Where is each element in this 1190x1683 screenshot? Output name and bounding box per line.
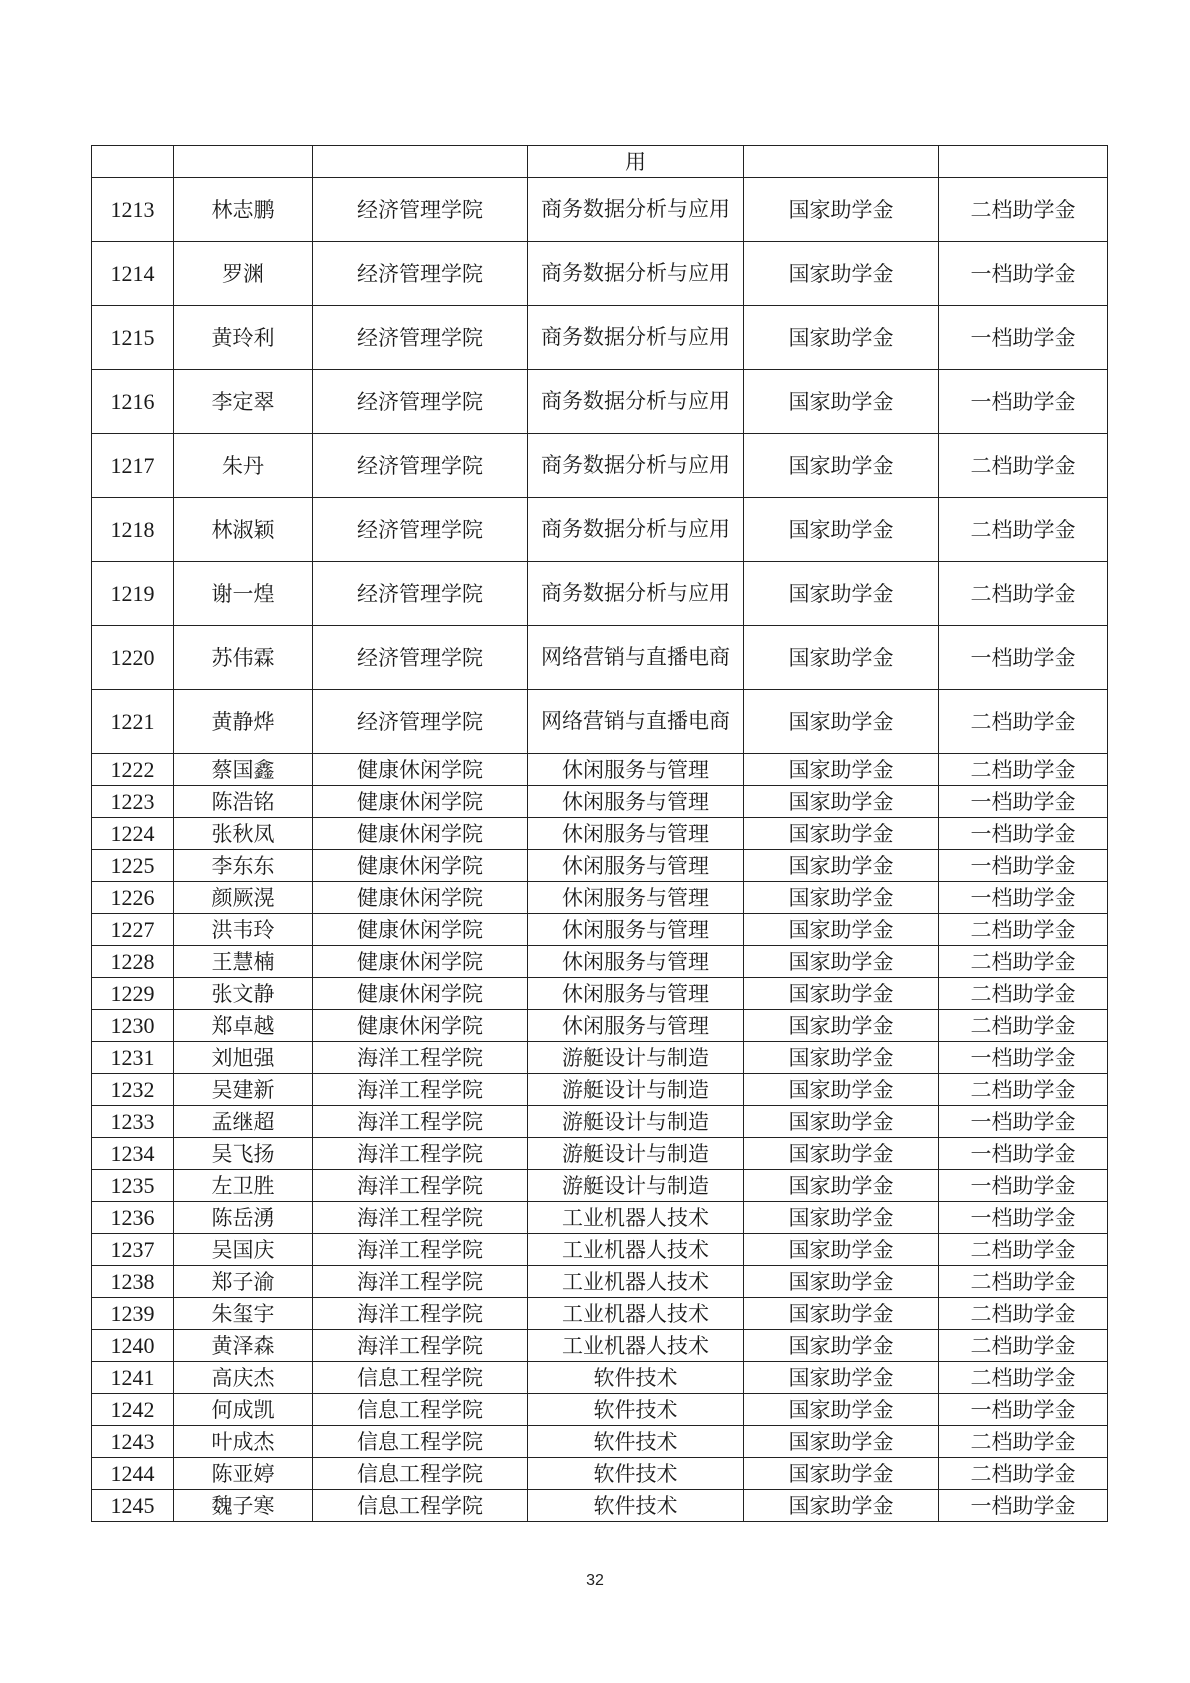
cell-major: 游艇设计与制造: [528, 1042, 744, 1074]
table-row-continuation: [92, 146, 1108, 178]
cell-no: 1220: [92, 626, 174, 690]
cell-no: 1227: [92, 914, 174, 946]
table-body: [92, 146, 1108, 1522]
cell-name: 魏子寒: [174, 1490, 313, 1522]
cell-name: 黄静烨: [174, 690, 313, 754]
cell-college: 信息工程学院: [313, 1362, 528, 1394]
cell-college: 健康休闲学院: [313, 754, 528, 786]
cell-no: 1235: [92, 1170, 174, 1202]
table-row: [92, 946, 1108, 978]
cell-level: 一档助学金: [939, 850, 1108, 882]
table-row: [92, 1074, 1108, 1106]
table-row: [92, 690, 1108, 754]
table-row: [92, 1266, 1108, 1298]
cell-major: 软件技术: [528, 1490, 744, 1522]
cell-no: 1240: [92, 1330, 174, 1362]
cell-aid-type: 国家助学金: [744, 786, 939, 818]
cell-no: 1230: [92, 1010, 174, 1042]
cell-major: 游艇设计与制造: [528, 1106, 744, 1138]
cell-name: 张秋凤: [174, 818, 313, 850]
cell-major: 游艇设计与制造: [528, 1074, 744, 1106]
cell-major: 休闲服务与管理: [528, 850, 744, 882]
cell-college: [313, 146, 528, 178]
cell-no: 1224: [92, 818, 174, 850]
cell-level: [939, 146, 1108, 178]
cell-aid-type: 国家助学金: [744, 178, 939, 242]
cell-name: 吴国庆: [174, 1234, 313, 1266]
cell-level: 二档助学金: [939, 1266, 1108, 1298]
cell-no: 1241: [92, 1362, 174, 1394]
table-row: [92, 1170, 1108, 1202]
cell-major: 休闲服务与管理: [528, 786, 744, 818]
cell-major: 商务数据分析与应用: [528, 306, 744, 370]
cell-aid-type: 国家助学金: [744, 978, 939, 1010]
table-row: [92, 1394, 1108, 1426]
cell-no: 1237: [92, 1234, 174, 1266]
cell-level: 二档助学金: [939, 914, 1108, 946]
cell-name: 何成凯: [174, 1394, 313, 1426]
cell-major: 游艇设计与制造: [528, 1138, 744, 1170]
cell-level: 二档助学金: [939, 690, 1108, 754]
cell-level: 二档助学金: [939, 1458, 1108, 1490]
cell-aid-type: 国家助学金: [744, 562, 939, 626]
cell-level: 一档助学金: [939, 1202, 1108, 1234]
cell-name: 刘旭强: [174, 1042, 313, 1074]
cell-aid-type: 国家助学金: [744, 914, 939, 946]
cell-college: 海洋工程学院: [313, 1170, 528, 1202]
cell-level: 二档助学金: [939, 1426, 1108, 1458]
cell-aid-type: 国家助学金: [744, 1266, 939, 1298]
table-row: [92, 914, 1108, 946]
table-row: [92, 434, 1108, 498]
cell-name: 李东东: [174, 850, 313, 882]
table-row: [92, 882, 1108, 914]
cell-aid-type: 国家助学金: [744, 1234, 939, 1266]
cell-no: 1245: [92, 1490, 174, 1522]
cell-no: 1238: [92, 1266, 174, 1298]
cell-aid-type: 国家助学金: [744, 498, 939, 562]
cell-no: 1213: [92, 178, 174, 242]
cell-name: 陈浩铭: [174, 786, 313, 818]
table-row: [92, 1458, 1108, 1490]
cell-level: 一档助学金: [939, 626, 1108, 690]
table-row: [92, 1202, 1108, 1234]
cell-name: 朱玺宇: [174, 1298, 313, 1330]
cell-major: 游艇设计与制造: [528, 1170, 744, 1202]
cell-major: 休闲服务与管理: [528, 818, 744, 850]
table-row: [92, 242, 1108, 306]
cell-no: 1221: [92, 690, 174, 754]
cell-major: 软件技术: [528, 1458, 744, 1490]
cell-major: 软件技术: [528, 1394, 744, 1426]
cell-level: 二档助学金: [939, 498, 1108, 562]
table-row: [92, 850, 1108, 882]
cell-major: 休闲服务与管理: [528, 1010, 744, 1042]
table-row: [92, 1330, 1108, 1362]
cell-aid-type: 国家助学金: [744, 1138, 939, 1170]
cell-major: 商务数据分析与应用: [528, 242, 744, 306]
cell-name: 郑卓越: [174, 1010, 313, 1042]
cell-major: 软件技术: [528, 1362, 744, 1394]
table-row: [92, 1042, 1108, 1074]
cell-major: 休闲服务与管理: [528, 978, 744, 1010]
cell-college: 健康休闲学院: [313, 978, 528, 1010]
cell-aid-type: 国家助学金: [744, 754, 939, 786]
cell-major: 工业机器人技术: [528, 1234, 744, 1266]
cell-major: 工业机器人技术: [528, 1330, 744, 1362]
cell-name: 陈岳湧: [174, 1202, 313, 1234]
cell-college: 健康休闲学院: [313, 914, 528, 946]
cell-college: 信息工程学院: [313, 1394, 528, 1426]
cell-major: 休闲服务与管理: [528, 946, 744, 978]
cell-aid-type: [744, 146, 939, 178]
cell-aid-type: 国家助学金: [744, 1394, 939, 1426]
cell-level: 一档助学金: [939, 818, 1108, 850]
table-row: [92, 562, 1108, 626]
cell-aid-type: 国家助学金: [744, 946, 939, 978]
cell-no: [92, 146, 174, 178]
cell-aid-type: 国家助学金: [744, 434, 939, 498]
cell-level: 一档助学金: [939, 242, 1108, 306]
cell-aid-type: 国家助学金: [744, 242, 939, 306]
scholarship-table: [91, 145, 1108, 1522]
cell-college: 经济管理学院: [313, 242, 528, 306]
table-row: [92, 178, 1108, 242]
cell-college: 健康休闲学院: [313, 1010, 528, 1042]
cell-level: 一档助学金: [939, 882, 1108, 914]
cell-no: 1232: [92, 1074, 174, 1106]
cell-college: 海洋工程学院: [313, 1138, 528, 1170]
cell-name: 苏伟霖: [174, 626, 313, 690]
cell-college: 健康休闲学院: [313, 882, 528, 914]
cell-level: 一档助学金: [939, 1490, 1108, 1522]
cell-college: 信息工程学院: [313, 1490, 528, 1522]
cell-name: 谢一煌: [174, 562, 313, 626]
cell-college: 经济管理学院: [313, 178, 528, 242]
cell-name: 陈亚婷: [174, 1458, 313, 1490]
cell-major: 商务数据分析与应用: [528, 498, 744, 562]
cell-college: 海洋工程学院: [313, 1266, 528, 1298]
table-row: [92, 818, 1108, 850]
cell-no: 1214: [92, 242, 174, 306]
cell-no: 1234: [92, 1138, 174, 1170]
cell-aid-type: 国家助学金: [744, 1330, 939, 1362]
cell-level: 二档助学金: [939, 1330, 1108, 1362]
cell-name: 高庆杰: [174, 1362, 313, 1394]
cell-name: 吴飞扬: [174, 1138, 313, 1170]
cell-level: 二档助学金: [939, 562, 1108, 626]
cell-major: 工业机器人技术: [528, 1202, 744, 1234]
cell-major: 商务数据分析与应用: [528, 434, 744, 498]
cell-no: 1244: [92, 1458, 174, 1490]
cell-level: 一档助学金: [939, 1138, 1108, 1170]
cell-major: 网络营销与直播电商: [528, 690, 744, 754]
cell-aid-type: 国家助学金: [744, 850, 939, 882]
cell-college: 经济管理学院: [313, 434, 528, 498]
cell-name: 叶成杰: [174, 1426, 313, 1458]
cell-aid-type: 国家助学金: [744, 306, 939, 370]
cell-level: 二档助学金: [939, 1362, 1108, 1394]
cell-no: 1226: [92, 882, 174, 914]
cell-level: 一档助学金: [939, 306, 1108, 370]
cell-college: 海洋工程学院: [313, 1234, 528, 1266]
cell-college: 健康休闲学院: [313, 786, 528, 818]
cell-major: 商务数据分析与应用: [528, 370, 744, 434]
cell-no: 1223: [92, 786, 174, 818]
table-row: [92, 1298, 1108, 1330]
page-number: 32: [586, 1572, 604, 1589]
cell-major: 商务数据分析与应用: [528, 178, 744, 242]
cell-no: 1215: [92, 306, 174, 370]
table-row: [92, 1234, 1108, 1266]
cell-aid-type: 国家助学金: [744, 1042, 939, 1074]
table-row: [92, 1010, 1108, 1042]
cell-college: 经济管理学院: [313, 370, 528, 434]
cell-aid-type: 国家助学金: [744, 1362, 939, 1394]
cell-level: 二档助学金: [939, 946, 1108, 978]
cell-no: 1219: [92, 562, 174, 626]
cell-name: 洪韦玲: [174, 914, 313, 946]
cell-aid-type: 国家助学金: [744, 1074, 939, 1106]
cell-aid-type: 国家助学金: [744, 818, 939, 850]
cell-major: 休闲服务与管理: [528, 754, 744, 786]
table-row: [92, 786, 1108, 818]
table-row: [92, 370, 1108, 434]
cell-name: 黄玲利: [174, 306, 313, 370]
cell-no: 1216: [92, 370, 174, 434]
cell-aid-type: 国家助学金: [744, 1490, 939, 1522]
cell-aid-type: 国家助学金: [744, 1170, 939, 1202]
cell-college: 经济管理学院: [313, 562, 528, 626]
cell-major: 工业机器人技术: [528, 1266, 744, 1298]
cell-college: 海洋工程学院: [313, 1042, 528, 1074]
cell-level: 二档助学金: [939, 178, 1108, 242]
cell-no: 1239: [92, 1298, 174, 1330]
cell-no: 1218: [92, 498, 174, 562]
cell-name: 王慧楠: [174, 946, 313, 978]
cell-no: 1217: [92, 434, 174, 498]
cell-aid-type: 国家助学金: [744, 1202, 939, 1234]
cell-college: 信息工程学院: [313, 1458, 528, 1490]
cell-college: 信息工程学院: [313, 1426, 528, 1458]
cell-aid-type: 国家助学金: [744, 370, 939, 434]
cell-name: 孟继超: [174, 1106, 313, 1138]
cell-college: 健康休闲学院: [313, 818, 528, 850]
cell-level: 一档助学金: [939, 1106, 1108, 1138]
cell-name: 朱丹: [174, 434, 313, 498]
table-row: [92, 626, 1108, 690]
cell-college: 经济管理学院: [313, 306, 528, 370]
cell-level: 二档助学金: [939, 1074, 1108, 1106]
cell-major: 用: [528, 146, 744, 178]
cell-aid-type: 国家助学金: [744, 882, 939, 914]
cell-level: 一档助学金: [939, 370, 1108, 434]
cell-major: 软件技术: [528, 1426, 744, 1458]
cell-no: 1231: [92, 1042, 174, 1074]
cell-college: 健康休闲学院: [313, 850, 528, 882]
table-row: [92, 1138, 1108, 1170]
cell-name: 颜厥滉: [174, 882, 313, 914]
cell-level: 一档助学金: [939, 1170, 1108, 1202]
cell-level: 二档助学金: [939, 754, 1108, 786]
table-row: [92, 1362, 1108, 1394]
cell-name: 李定翠: [174, 370, 313, 434]
cell-major: 商务数据分析与应用: [528, 562, 744, 626]
cell-name: 黄泽森: [174, 1330, 313, 1362]
table-row: [92, 978, 1108, 1010]
cell-level: 二档助学金: [939, 1010, 1108, 1042]
table-row: [92, 1426, 1108, 1458]
table-row: [92, 754, 1108, 786]
cell-major: 工业机器人技术: [528, 1298, 744, 1330]
table-row: [92, 1490, 1108, 1522]
cell-no: 1229: [92, 978, 174, 1010]
cell-level: 二档助学金: [939, 1234, 1108, 1266]
cell-no: 1242: [92, 1394, 174, 1426]
cell-aid-type: 国家助学金: [744, 1458, 939, 1490]
cell-name: [174, 146, 313, 178]
cell-college: 健康休闲学院: [313, 946, 528, 978]
cell-name: 吴建新: [174, 1074, 313, 1106]
cell-name: 张文静: [174, 978, 313, 1010]
cell-aid-type: 国家助学金: [744, 1010, 939, 1042]
cell-college: 海洋工程学院: [313, 1074, 528, 1106]
cell-aid-type: 国家助学金: [744, 1426, 939, 1458]
cell-college: 海洋工程学院: [313, 1330, 528, 1362]
cell-aid-type: 国家助学金: [744, 1106, 939, 1138]
cell-major: 网络营销与直播电商: [528, 626, 744, 690]
table-row: [92, 1106, 1108, 1138]
cell-level: 二档助学金: [939, 1298, 1108, 1330]
cell-college: 经济管理学院: [313, 626, 528, 690]
cell-college: 经济管理学院: [313, 498, 528, 562]
cell-name: 郑子渝: [174, 1266, 313, 1298]
cell-name: 蔡国鑫: [174, 754, 313, 786]
cell-major: 休闲服务与管理: [528, 914, 744, 946]
cell-college: 经济管理学院: [313, 690, 528, 754]
cell-name: 林志鹏: [174, 178, 313, 242]
cell-no: 1228: [92, 946, 174, 978]
cell-name: 罗渊: [174, 242, 313, 306]
table-row: [92, 306, 1108, 370]
cell-aid-type: 国家助学金: [744, 626, 939, 690]
cell-no: 1243: [92, 1426, 174, 1458]
cell-level: 一档助学金: [939, 786, 1108, 818]
cell-no: 1233: [92, 1106, 174, 1138]
cell-no: 1236: [92, 1202, 174, 1234]
cell-level: 二档助学金: [939, 978, 1108, 1010]
cell-aid-type: 国家助学金: [744, 690, 939, 754]
cell-level: 一档助学金: [939, 1394, 1108, 1426]
cell-college: 海洋工程学院: [313, 1298, 528, 1330]
cell-level: 一档助学金: [939, 1042, 1108, 1074]
cell-name: 林淑颖: [174, 498, 313, 562]
cell-no: 1225: [92, 850, 174, 882]
cell-no: 1222: [92, 754, 174, 786]
cell-aid-type: 国家助学金: [744, 1298, 939, 1330]
cell-college: 海洋工程学院: [313, 1106, 528, 1138]
table-row: [92, 498, 1108, 562]
cell-name: 左卫胜: [174, 1170, 313, 1202]
cell-level: 二档助学金: [939, 434, 1108, 498]
cell-major: 休闲服务与管理: [528, 882, 744, 914]
cell-college: 海洋工程学院: [313, 1202, 528, 1234]
